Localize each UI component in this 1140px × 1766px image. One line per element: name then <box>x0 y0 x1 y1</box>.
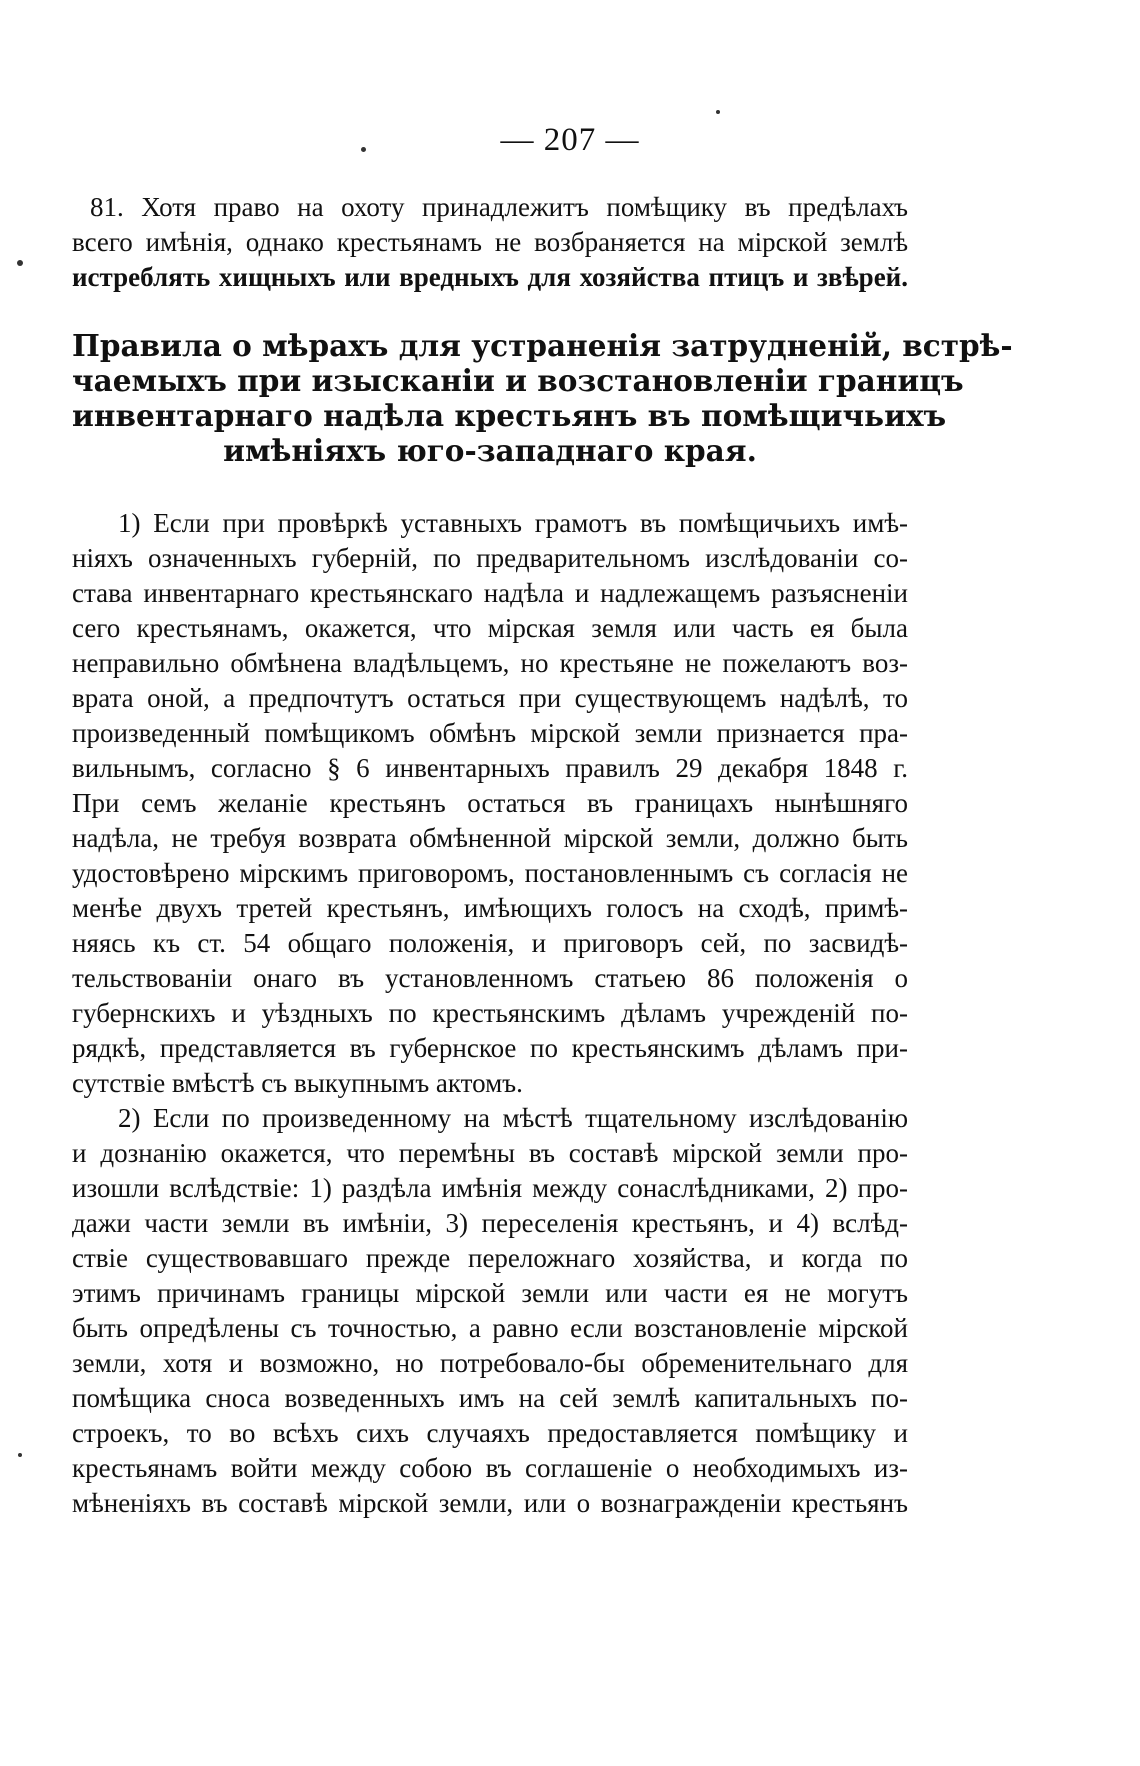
paragraph-1-line: произведенный помѣщикомъ обмѣнъ мірской земли признается пра- <box>72 718 908 748</box>
article-81-line: 81. Хотя право на охоту принадлежитъ помѣщику въ предѣлахъ <box>90 192 908 222</box>
paragraph-2 <box>72 1101 908 1521</box>
scan-speck <box>17 260 23 266</box>
paragraph-1-line: ніяхъ означенныхъ губерній, по предварительномъ изслѣдованіи со- <box>72 543 908 573</box>
paragraph-1-line: сутствіе вмѣстѣ съ выкупнымъ актомъ. <box>72 1068 523 1098</box>
paragraph-1-line: сего крестьянамъ, окажется, что мірская земля или часть ея была <box>72 613 908 643</box>
heading-line: Правила о мѣрахъ для устраненія затрудненій, встрѣ- <box>72 328 1013 363</box>
scan-speck <box>716 110 720 114</box>
paragraph-1-line: врата оной, а предпочтутъ остаться при существующемъ надѣлѣ, то <box>72 683 908 713</box>
paragraph-2-line: и дознанію окажется, что перемѣны въ составѣ мірской земли про- <box>72 1138 908 1168</box>
paragraph-1-line: менѣе двухъ третей крестьянъ, имѣющихъ голосъ на сходѣ, примѣ- <box>72 893 908 923</box>
article-81-line: всего имѣнія, однако крестьянамъ не возбраняется на мірской землѣ <box>72 227 908 257</box>
paragraph-2-line: земли, хотя и возможно, но потребовало-бы обременительнаго для <box>72 1348 908 1378</box>
scan-speck <box>18 1453 22 1457</box>
paragraph-2-line: мѣненіяхъ въ составѣ мірской земли, или о вознагражденіи крестьянъ <box>72 1488 908 1518</box>
paragraph-1-line: вильнымъ, согласно § 6 инвентарныхъ правилъ 29 декабря 1848 г. <box>72 753 908 783</box>
paragraph-2-line: изошли вслѣдствіе: 1) раздѣла имѣнія между сонаслѣдниками, 2) про- <box>72 1173 908 1203</box>
paragraph-1-line: 1) Если при провѣркѣ уставныхъ грамотъ въ помѣщичьихъ имѣ- <box>118 508 908 538</box>
article-81 <box>72 190 908 295</box>
paragraph-1-line: При семъ желаніе крестьянъ остаться въ границахъ нынѣшняго <box>72 788 908 818</box>
paragraph-1-line: тельствованіи онаго въ установленномъ статьею 86 положенія о <box>72 963 908 993</box>
paragraph-1-line: рядкѣ, представляется въ губернское по крестьянскимъ дѣламъ при- <box>72 1033 908 1063</box>
paragraph-1-line: става инвентарнаго крестьянскаго надѣла и надлежащемъ разъясненіи <box>72 578 908 608</box>
section-heading <box>72 328 1013 468</box>
paragraph-2-line: ствіе существовавшаго прежде переложнаго хозяйства, и когда по <box>72 1243 908 1273</box>
page-number: — 207 — <box>500 122 640 158</box>
paragraph-2-line: крестьянамъ войти между собою въ соглашеніе о необходимыхъ из- <box>72 1453 908 1483</box>
paragraph-2-line: быть опредѣлены съ точностью, а равно если возстановленіе мірской <box>72 1313 908 1343</box>
paragraph-1-line: няясь къ ст. 54 общаго положенія, и приговоръ сей, по засвидѣ- <box>72 928 908 958</box>
paragraph-2-line: строекъ, то во всѣхъ сихъ случаяхъ предоставляется помѣщику и <box>72 1418 908 1448</box>
paragraph-2-line: помѣщика сноса возведенныхъ имъ на сей землѣ капитальныхъ по- <box>72 1383 908 1413</box>
paragraph-2-line: этимъ причинамъ границы мірской земли или части ея не могутъ <box>72 1278 908 1308</box>
paragraph-1 <box>72 506 908 1101</box>
heading-line: имѣніяхъ юго-западнаго края. <box>223 433 757 468</box>
paragraph-1-line: губернскихъ и уѣздныхъ по крестьянскимъ дѣламъ учрежденій по- <box>72 998 908 1028</box>
paragraph-2-line: 2) Если по произведенному на мѣстѣ тщательному изслѣдованію <box>118 1103 908 1133</box>
paragraph-1-line: удостовѣрено мірскимъ приговоромъ, постановленнымъ съ согласія не <box>72 858 908 888</box>
scan-speck <box>361 147 366 152</box>
paragraph-2-line: дажи части земли въ имѣніи, 3) переселенія крестьянъ, и 4) вслѣд- <box>72 1208 908 1238</box>
heading-line: инвентарнаго надѣла крестьянъ въ помѣщичьихъ <box>72 398 947 433</box>
paragraph-1-line: неправильно обмѣнена владѣльцемъ, но крестьяне не пожелаютъ воз- <box>72 648 908 678</box>
paragraph-1-line: надѣла, не требуя возврата обмѣненной мірской земли, должно быть <box>72 823 908 853</box>
heading-line: чаемыхъ при изысканіи и возстановленіи границъ <box>72 363 964 398</box>
article-81-line: истреблять хищныхъ или вредныхъ для хозяйства птицъ и звѣрей. <box>72 262 908 292</box>
